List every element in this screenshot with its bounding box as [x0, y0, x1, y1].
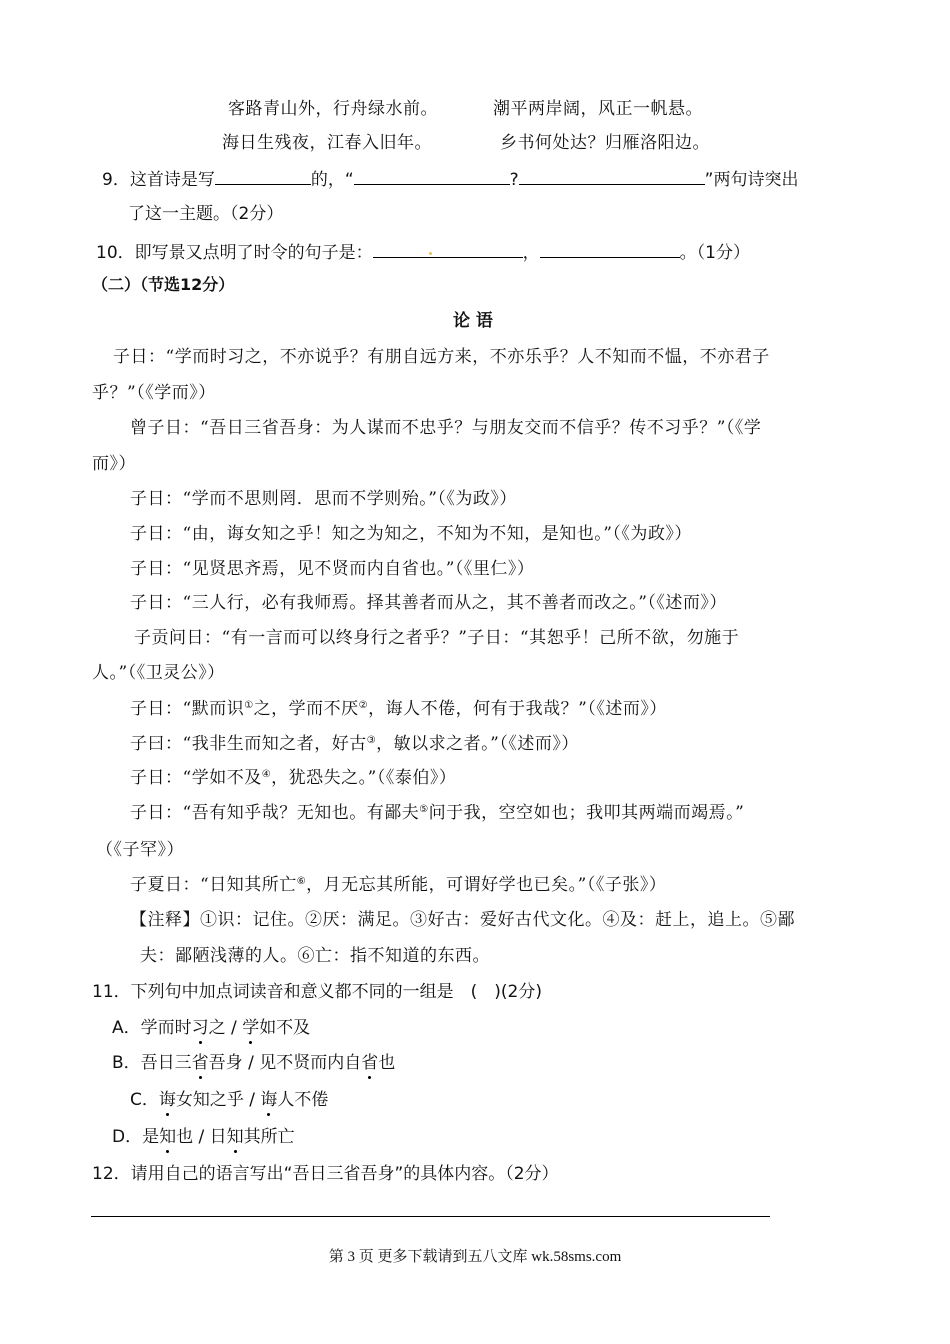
option-d-p3: 其所亡 [243, 1127, 295, 1147]
passage-11 [130, 801, 744, 825]
q10-text-b: ， [522, 243, 540, 263]
q10-text-c: 。（1分） [679, 243, 750, 263]
page-footer: 第 3 页 更多下载请到五八文库 wk.58sms.com [328, 1249, 622, 1265]
footnote-ref-5: ⑤ [419, 804, 429, 815]
q9-text-c: ? [509, 170, 519, 190]
option-c-p2: 女知之乎 / [175, 1090, 261, 1110]
q9-text-b: 的，“ [310, 170, 354, 190]
poem-line-1b: 潮平两岸阔，风正一帆悬。 [493, 99, 703, 119]
passage-11-post: 问于我，空空如也；我叩其两端而竭焉。” [428, 803, 745, 823]
passage-8 [130, 697, 667, 721]
passage-11-pre: 子日：“吾有知乎哉？无知也。有鄙夫 [130, 803, 420, 823]
lunyu-title: 论 语 [453, 311, 493, 331]
option-c-p3: 人不倦 [277, 1090, 329, 1110]
passage-2b: 而》） [92, 454, 136, 474]
option-a-p2: 之 / [208, 1018, 243, 1038]
passage-2a: 曾子日：“吾日三省吾身：为人谋而不忠乎？与朋友交而不信乎？传不习乎？”（《学 [130, 418, 762, 438]
passage-9 [130, 732, 579, 756]
option-d-p2: 也 / 日 [176, 1127, 227, 1147]
option-d-label: D． [112, 1127, 143, 1147]
option-a-dotted-1: 习 [191, 1018, 209, 1038]
notes-a: 【注释】①识：记住。②厌：满足。③好古：爱好古代文化。④及：赶上，追上。⑤鄙 [130, 910, 795, 930]
option-b[interactable] [112, 1051, 395, 1075]
passage-10 [130, 766, 456, 790]
passage-8-pre: 子日：“默而识 [130, 699, 245, 719]
q9-blank-1[interactable] [215, 166, 311, 185]
q10-number: 10． [96, 243, 135, 263]
q9-text-a: 这首诗是写 [129, 170, 215, 190]
q10-blank-1[interactable] [373, 239, 523, 258]
q9-text-d: ”两句诗突出 [704, 170, 799, 190]
passage-9-pre: 子曰：“我非生而知之者，好古 [130, 734, 367, 754]
passage-4: 子日：“由，诲女知之乎！知之为知之，不知为不知，是知也。”（《为政》） [130, 524, 692, 544]
passage-10-post: ，犹恐失之。”（《泰伯》） [271, 768, 457, 788]
option-b-p1: 吾日三 [140, 1053, 192, 1073]
passage-12-post: ，月无忘其所能，可谓好学也已矣。”（《子张》） [306, 875, 667, 895]
question-12: 12．请用自己的语言写出“吾日三省吾身”的具体内容。（2分） [92, 1164, 559, 1184]
option-c-label: C． [130, 1090, 159, 1110]
footnote-ref-2: ② [358, 700, 369, 711]
footnote-ref-4: ④ [261, 769, 272, 780]
option-a-p3: 如不及 [259, 1018, 311, 1038]
passage-12-pre: 子夏日：“日知其所亡 [130, 875, 297, 895]
option-d-dotted-1: 知 [159, 1127, 177, 1147]
passage-9-post: ，敏以求之者。”（《述而》） [376, 734, 579, 754]
poem-line-1a: 客路青山外，行舟绿水前。 [228, 99, 438, 119]
poem-line-2b: 乡书何处达？归雁洛阳边。 [500, 133, 710, 153]
option-a-p1: 学而时 [140, 1018, 192, 1038]
option-a-dotted-2: 学 [242, 1018, 260, 1038]
passage-6: 子日：“三人行，必有我师焉。择其善者而从之，其不善者而改之。”（《述而》） [130, 593, 727, 613]
option-a-label: A． [112, 1018, 141, 1038]
option-d-p1: 是 [142, 1127, 160, 1147]
question-9 [102, 166, 798, 192]
q9-blank-2[interactable] [354, 166, 510, 185]
answer-line[interactable] [91, 1216, 770, 1217]
option-b-p3: 也 [378, 1053, 396, 1073]
passage-8-mid: 之，学而不厌 [253, 699, 359, 719]
q9-continuation: 了这一主题。（2分） [128, 204, 284, 224]
option-b-dotted-2: 省 [361, 1053, 379, 1073]
question-10 [96, 239, 750, 265]
footnote-ref-6: ⑥ [296, 876, 307, 887]
q10-text-a: 即写景又点明了时令的句子是： [134, 243, 373, 263]
section-2-heading: （二）（节选12分） [92, 275, 235, 294]
option-d[interactable] [112, 1125, 295, 1149]
passage-12 [130, 873, 666, 897]
option-c-dotted-1: 诲 [158, 1090, 176, 1110]
passage-11b: （《子罕》） [96, 840, 184, 860]
option-b-p2: 吾身 / 见不贤而内自 [208, 1053, 362, 1073]
passage-1a: 子日：“学而时习之，不亦说乎？有朋自远方来，不亦乐乎？人不知而不愠，不亦君子 [113, 347, 770, 367]
passage-7b: 人。”（《卫灵公》） [92, 663, 225, 683]
option-b-label: B． [112, 1053, 141, 1073]
footnote-ref-3: ③ [366, 735, 377, 746]
passage-7a: 子贡问日：“有一言而可以终身行之者乎？”子日：“其恕乎！己所不欲，勿施于 [134, 628, 740, 648]
q10-blank-2[interactable] [540, 239, 680, 258]
option-c-dotted-2: 诲 [260, 1090, 278, 1110]
option-a[interactable] [112, 1016, 310, 1040]
marker-dot [429, 252, 432, 255]
passage-8-post: ，诲人不倦，何有于我哉？”（《述而》） [368, 699, 667, 719]
passage-1b: 乎？”（《学而》） [92, 383, 216, 403]
option-b-dotted-1: 省 [191, 1053, 209, 1073]
passage-3: 子日：“学而不思则罔．思而不学则殆。”（《为政》） [130, 489, 517, 509]
passage-10-pre: 子日：“学如不及 [130, 768, 262, 788]
q9-blank-3[interactable] [519, 166, 705, 185]
footnote-ref-1: ① [244, 700, 254, 711]
option-c[interactable] [130, 1088, 328, 1112]
notes-b: 夫：鄙陋浅薄的人。⑥亡：指不知道的东西。 [140, 946, 490, 966]
passage-5: 子日：“见贤思齐焉，见不贤而内自省也。”（《里仁》） [130, 559, 535, 579]
option-d-dotted-2: 知 [226, 1127, 244, 1147]
q9-number: 9． [102, 170, 130, 190]
question-11-stem: 11．下列句中加点词读音和意义都不同的一组是 ( )(2分) [92, 982, 542, 1002]
poem-line-2a: 海日生残夜，江春入旧年。 [222, 133, 432, 153]
